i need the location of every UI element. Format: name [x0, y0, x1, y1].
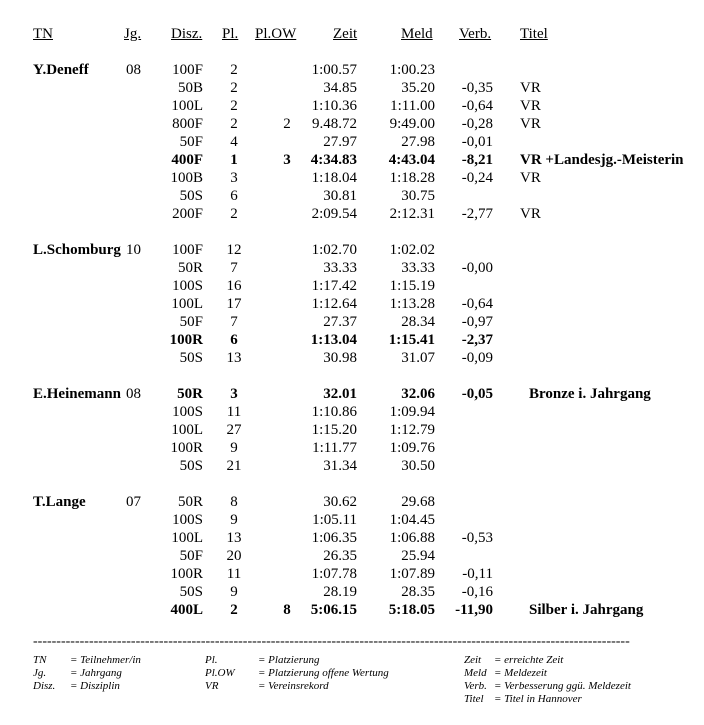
- titel-cell: VR: [520, 206, 541, 222]
- athlete-jahrgang: 08: [126, 62, 141, 78]
- verb-cell: -0,53: [461, 530, 493, 546]
- zeit-cell: 1:17.42: [311, 278, 357, 294]
- legend-key: VR: [205, 680, 219, 692]
- meld-cell: 1:04.45: [389, 512, 435, 528]
- legend-key: TN: [33, 654, 47, 666]
- verb-cell: -0,28: [461, 116, 493, 132]
- athlete-name: E.Heinemann: [33, 386, 121, 402]
- legend-value: = Titel in Hannover: [494, 693, 582, 705]
- verb-cell: -0,64: [461, 296, 493, 312]
- zeit-cell: 4:34.83: [310, 152, 357, 168]
- verb-cell: -0,05: [461, 386, 493, 402]
- athlete-jahrgang: 07: [126, 494, 141, 510]
- zeit-cell: 30.62: [323, 494, 357, 510]
- platz-cell: 2: [230, 80, 238, 96]
- disziplin-cell: 800F: [172, 116, 203, 132]
- platz-cell: 4: [230, 134, 238, 150]
- platz-cell: 21: [226, 458, 242, 474]
- platz-cell: 16: [226, 278, 242, 294]
- verb-cell: -0,00: [461, 260, 493, 276]
- meld-cell: 1:06.88: [389, 530, 435, 546]
- disziplin-cell: 50F: [179, 548, 203, 564]
- legend-key: Zeit: [464, 654, 482, 666]
- meld-cell: 1:12.79: [389, 422, 435, 438]
- titel-cell: VR +Landesjg.-Meisterin: [520, 152, 684, 168]
- disziplin-cell: 50B: [177, 80, 203, 96]
- disziplin-cell: 50S: [179, 188, 203, 204]
- meld-cell: 1:07.89: [389, 566, 435, 582]
- zeit-cell: 34.85: [323, 80, 357, 96]
- meld-cell: 1:00.23: [389, 62, 435, 78]
- zeit-cell: 1:02.70: [311, 242, 357, 258]
- meld-cell: 33.33: [401, 260, 435, 276]
- disziplin-cell: 50S: [179, 350, 203, 366]
- zeit-cell: 9.48.72: [312, 116, 357, 132]
- meld-cell: 9:49.00: [389, 116, 435, 132]
- platz-cell: 12: [226, 242, 242, 258]
- athlete-name: Y.Deneff: [33, 62, 89, 78]
- disziplin-cell: 400F: [171, 152, 203, 168]
- athlete-name: T.Lange: [33, 494, 86, 510]
- disziplin-cell: 100L: [171, 530, 203, 546]
- header-plow: Pl.OW: [255, 26, 297, 42]
- zeit-cell: 30.81: [323, 188, 357, 204]
- disziplin-cell: 100R: [170, 566, 203, 582]
- separator-line: --------------------------------------------------------------------------------------------------------------------------------: [33, 635, 630, 649]
- platz-ow-cell: 3: [283, 152, 291, 168]
- platz-cell: 9: [230, 512, 238, 528]
- legend-value: = Jahrgang: [70, 667, 122, 679]
- titel-cell: VR: [520, 116, 541, 132]
- disziplin-cell: 100R: [170, 440, 203, 456]
- disziplin-cell: 100S: [172, 278, 203, 294]
- disziplin-cell: 50R: [177, 494, 203, 510]
- verb-cell: -0,11: [462, 566, 493, 582]
- platz-cell: 11: [226, 566, 242, 582]
- verb-cell: -0,24: [461, 170, 493, 186]
- legend-value: = Vereinsrekord: [258, 680, 329, 692]
- zeit-cell: 1:10.86: [311, 404, 357, 420]
- meld-cell: 5:18.05: [388, 602, 435, 618]
- zeit-cell: 1:11.77: [312, 440, 357, 456]
- zeit-cell: 1:10.36: [311, 98, 357, 114]
- legend-key: Meld: [464, 667, 487, 679]
- legend-value: = Platzierung offene Wertung: [258, 667, 389, 679]
- verb-cell: -0,09: [461, 350, 493, 366]
- disziplin-cell: 100L: [171, 422, 203, 438]
- meld-cell: 1:15.19: [389, 278, 435, 294]
- meld-cell: 25.94: [401, 548, 435, 564]
- platz-ow-cell: 2: [283, 116, 291, 132]
- platz-cell: 2: [230, 116, 238, 132]
- platz-cell: 9: [230, 584, 238, 600]
- disziplin-cell: 400L: [170, 602, 203, 618]
- meld-cell: 1:11.00: [390, 98, 435, 114]
- meld-cell: 4:43.04: [388, 152, 435, 168]
- meld-cell: 30.75: [401, 188, 435, 204]
- platz-cell: 6: [230, 188, 238, 204]
- disziplin-cell: 50S: [179, 458, 203, 474]
- titel-cell: VR: [520, 170, 541, 186]
- header-jg: Jg.: [124, 26, 142, 42]
- meld-cell: 1:15.41: [388, 332, 435, 348]
- platz-cell: 13: [226, 530, 242, 546]
- legend-key: Verb.: [464, 680, 487, 692]
- disziplin-cell: 50F: [179, 314, 203, 330]
- athlete-jahrgang: 08: [126, 386, 141, 402]
- disziplin-cell: 100F: [172, 62, 203, 78]
- disziplin-cell: 50R: [177, 386, 203, 402]
- verb-cell: -2,77: [461, 206, 493, 222]
- meld-cell: 1:09.76: [389, 440, 435, 456]
- platz-cell: 27: [226, 422, 242, 438]
- meld-cell: 35.20: [401, 80, 435, 96]
- platz-cell: 7: [230, 314, 238, 330]
- disziplin-cell: 50F: [179, 134, 203, 150]
- disziplin-cell: 100F: [172, 242, 203, 258]
- platz-cell: 2: [230, 98, 238, 114]
- zeit-cell: 28.19: [323, 584, 357, 600]
- platz-cell: 1: [230, 152, 238, 168]
- zeit-cell: 1:12.64: [311, 296, 357, 312]
- zeit-cell: 30.98: [323, 350, 357, 366]
- platz-ow-cell: 8: [283, 602, 291, 618]
- verb-cell: -0,16: [461, 584, 493, 600]
- meld-cell: 1:09.94: [389, 404, 435, 420]
- platz-cell: 2: [230, 206, 238, 222]
- disziplin-cell: 50S: [179, 584, 203, 600]
- zeit-cell: 1:06.35: [311, 530, 357, 546]
- zeit-cell: 31.34: [323, 458, 357, 474]
- platz-cell: 13: [226, 350, 242, 366]
- verb-cell: -2,37: [461, 332, 493, 348]
- header-titel: Titel: [520, 26, 548, 42]
- header-disz: Disz.: [171, 26, 203, 42]
- zeit-cell: 32.01: [323, 386, 357, 402]
- zeit-cell: 1:07.78: [311, 566, 357, 582]
- meld-cell: 31.07: [401, 350, 435, 366]
- zeit-cell: 33.33: [323, 260, 357, 276]
- zeit-cell: 1:18.04: [311, 170, 357, 186]
- legend-value: = Platzierung: [258, 654, 320, 666]
- legend-value: = erreichte Zeit: [494, 654, 564, 666]
- platz-cell: 9: [230, 440, 238, 456]
- zeit-cell: 5:06.15: [310, 602, 357, 618]
- zeit-cell: 26.35: [323, 548, 357, 564]
- disziplin-cell: 200F: [172, 206, 203, 222]
- meld-cell: 29.68: [401, 494, 435, 510]
- zeit-cell: 1:05.11: [312, 512, 357, 528]
- legend-value: = Meldezeit: [494, 667, 547, 679]
- platz-cell: 3: [230, 170, 238, 186]
- header-meld: Meld: [401, 26, 433, 42]
- titel-cell: VR: [520, 98, 541, 114]
- platz-cell: 20: [226, 548, 242, 564]
- zeit-cell: 1:00.57: [311, 62, 357, 78]
- disziplin-cell: 50R: [177, 260, 203, 276]
- zeit-cell: 1:13.04: [310, 332, 357, 348]
- header-verb: Verb.: [459, 26, 492, 42]
- disziplin-cell: 100S: [172, 404, 203, 420]
- platz-cell: 17: [226, 296, 242, 312]
- legend-key: Jg.: [33, 667, 47, 679]
- platz-cell: 2: [230, 62, 238, 78]
- athlete-jahrgang: 10: [126, 242, 141, 258]
- header-zeit: Zeit: [333, 26, 358, 42]
- legend-value: = Teilnehmer/in: [70, 654, 141, 666]
- meld-cell: 32.06: [401, 386, 435, 402]
- verb-cell: -8,21: [461, 152, 493, 168]
- legend-key: Disz.: [33, 680, 56, 692]
- meld-cell: 28.35: [401, 584, 435, 600]
- verb-cell: -0,35: [461, 80, 493, 96]
- meld-cell: 27.98: [401, 134, 435, 150]
- titel-cell: VR: [520, 80, 541, 96]
- disziplin-cell: 100B: [170, 170, 203, 186]
- legend-value: = Disziplin: [70, 680, 120, 692]
- platz-cell: 8: [230, 494, 238, 510]
- athlete-name: L.Schomburg: [33, 242, 121, 258]
- legend-key: Titel: [464, 693, 484, 705]
- header-tn: TN: [33, 26, 53, 42]
- meld-cell: 2:12.31: [389, 206, 435, 222]
- verb-cell: -11,90: [455, 602, 493, 618]
- zeit-cell: 27.97: [323, 134, 357, 150]
- meld-cell: 1:13.28: [389, 296, 435, 312]
- meld-cell: 1:18.28: [389, 170, 435, 186]
- disziplin-cell: 100R: [169, 332, 203, 348]
- platz-cell: 3: [230, 386, 238, 402]
- meld-cell: 1:02.02: [389, 242, 435, 258]
- zeit-cell: 1:15.20: [311, 422, 357, 438]
- platz-cell: 11: [226, 404, 242, 420]
- legend-key: Pl.OW: [205, 667, 235, 679]
- meld-cell: 30.50: [401, 458, 435, 474]
- disziplin-cell: 100L: [171, 98, 203, 114]
- platz-cell: 2: [230, 602, 238, 618]
- platz-cell: 6: [230, 332, 238, 348]
- zeit-cell: 2:09.54: [311, 206, 357, 222]
- header-pl: Pl.: [222, 26, 239, 42]
- titel-cell: Silber i. Jahrgang: [529, 602, 644, 618]
- verb-cell: -0,97: [461, 314, 493, 330]
- disziplin-cell: 100S: [172, 512, 203, 528]
- disziplin-cell: 100L: [171, 296, 203, 312]
- zeit-cell: 27.37: [323, 314, 357, 330]
- platz-cell: 7: [230, 260, 238, 276]
- verb-cell: -0,64: [461, 98, 493, 114]
- titel-cell: Bronze i. Jahrgang: [529, 386, 651, 402]
- legend-value: = Verbesserung ggü. Meldezeit: [494, 680, 631, 692]
- verb-cell: -0,01: [461, 134, 493, 150]
- legend-key: Pl.: [205, 654, 218, 666]
- meld-cell: 28.34: [401, 314, 435, 330]
